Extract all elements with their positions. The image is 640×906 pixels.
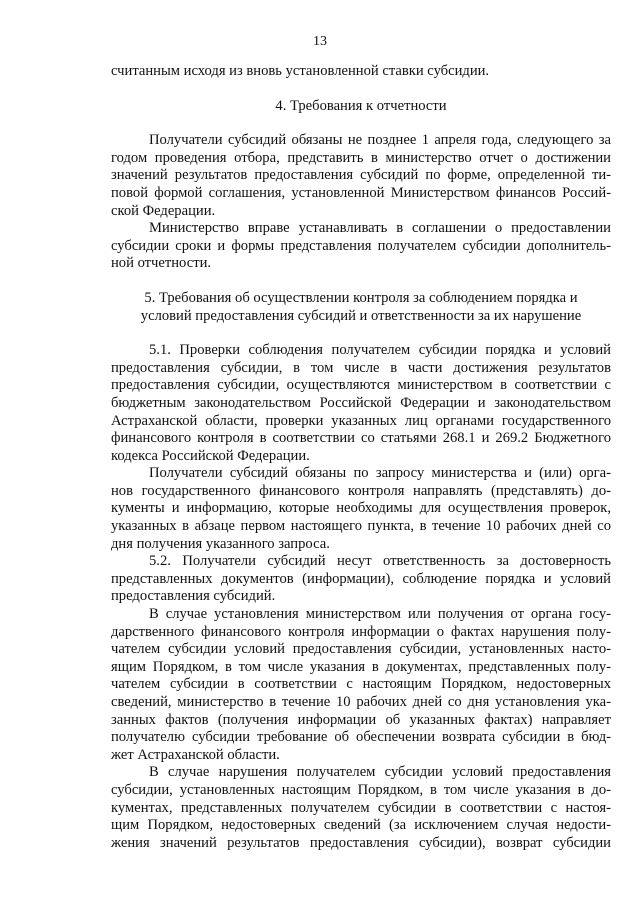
text-line: предоставления субсидии, в том числе в части достижения результатов: [111, 359, 611, 376]
text-line: предоставления субсидий.: [111, 588, 276, 605]
paragraph: [111, 764, 611, 852]
text-line: Астраханской области, проверки указанных лиц органами государственного: [111, 412, 611, 429]
text-line: представленных документов (информации), соблюдение порядка и условий: [111, 570, 611, 587]
text-line: Министерство вправе устанавливать в соглашении о предоставлении: [149, 220, 611, 237]
text-line: кодекса Российской Федерации.: [111, 447, 310, 464]
paragraph: [111, 63, 611, 81]
text-line: Получатели субсидий обязаны не позднее 1 апреля года, следующего за: [149, 132, 611, 149]
text-line: ской Федерации.: [111, 202, 216, 219]
text-line: 5.1. Проверки соблюдения получателем субсидии порядка и условий: [149, 342, 611, 359]
text-line: дня получения указанного запроса.: [111, 535, 330, 552]
paragraph-gap: [111, 81, 611, 98]
text-line: занных фактов (получения информации об указанных фактах) направляет: [111, 711, 611, 728]
text-line: чателем субсидии условий предоставления субсидии, установленных насто-: [111, 641, 611, 658]
paragraph: [111, 342, 611, 465]
paragraph: [111, 220, 611, 273]
text-line: получателю субсидии требование об обеспечении возврата субсидии в бюд-: [111, 729, 611, 746]
text-line: субсидии, установленных настоящим Порядком, в том числе указания в до-: [111, 781, 611, 798]
text-line: кументы и информацию, которые необходимы для осуществления проверок,: [111, 500, 611, 517]
text-line: В случае нарушения получателем субсидии условий предоставления: [149, 764, 611, 781]
text-line: условий предоставления субсидий и ответственности за их нарушение: [140, 307, 582, 324]
paragraph-gap: [111, 115, 611, 132]
text-line: жет Астраханской области.: [111, 746, 280, 763]
text-line: чателем субсидии в соответствии с настоящим Порядком, недостоверных: [111, 676, 611, 693]
text-line: сведений, министерство в течение 10 рабочих дней со дня установления ука-: [111, 694, 611, 710]
document-body: [111, 63, 611, 852]
text-line: считанным исходя из вновь установленной ставки субсидии.: [111, 63, 490, 79]
text-line: повой формой соглашения, установленной Министерством финансов Россий-: [111, 184, 611, 201]
text-line: бюджетным законодательством Российской Федерации и законодательством: [111, 394, 611, 411]
text-line: кументах, представленных получателем субсидии в соответствии с настоя-: [111, 799, 611, 816]
text-line: финансового контроля в соответствии со статьями 268.1 и 269.2 Бюджетного: [111, 430, 611, 447]
text-line: 5.2. Получатели субсидий несут ответственность за достоверность: [149, 553, 611, 570]
text-line: субсидии сроки и формы представления получателем субсидии дополнитель-: [111, 237, 611, 254]
text-line: жения значений результатов предоставления субсидии), возврат субсидии: [111, 834, 611, 851]
paragraph: [111, 290, 611, 325]
paragraph: [111, 132, 611, 220]
paragraph-gap: [111, 325, 611, 342]
paragraph: [111, 465, 611, 553]
text-line: дарственного финансового контроля информации о фактах нарушения полу-: [111, 623, 611, 640]
text-line: ящим Порядком, в том числе указания в документах, представленных полу-: [111, 658, 611, 675]
page-number: 13: [313, 34, 327, 49]
text-line: 5. Требования об осуществлении контроля за соблюдением порядка и: [144, 289, 578, 306]
text-line: годом проведения отбора, представить в министерство отчет о достижении: [111, 149, 611, 166]
text-line: В случае установления министерством или получения от органа госу-: [149, 606, 611, 623]
paragraph: [111, 606, 611, 764]
paragraph: [111, 553, 611, 606]
paragraph: [111, 98, 611, 116]
paragraph-gap: [111, 273, 611, 290]
text-line: предоставления субсидии, осуществляются министерством в соответствии с: [111, 377, 611, 394]
text-line: щим Порядком, недостоверных сведений (за исключением случая недости-: [111, 817, 611, 834]
text-line: значений результатов предоставления субсидий по форме, определенной ти-: [111, 167, 611, 184]
text-line: ной отчетности.: [111, 255, 212, 272]
text-line: 4. Требования к отчетности: [275, 97, 447, 114]
text-line: нов государственного финансового контроля направлять (представлять) до-: [111, 482, 611, 499]
text-line: указанных в абзаце первом настоящего пункта, в течение 10 рабочих дней со: [111, 518, 611, 535]
text-line: Получатели субсидий обязаны по запросу министерства и (или) орга-: [149, 465, 611, 482]
